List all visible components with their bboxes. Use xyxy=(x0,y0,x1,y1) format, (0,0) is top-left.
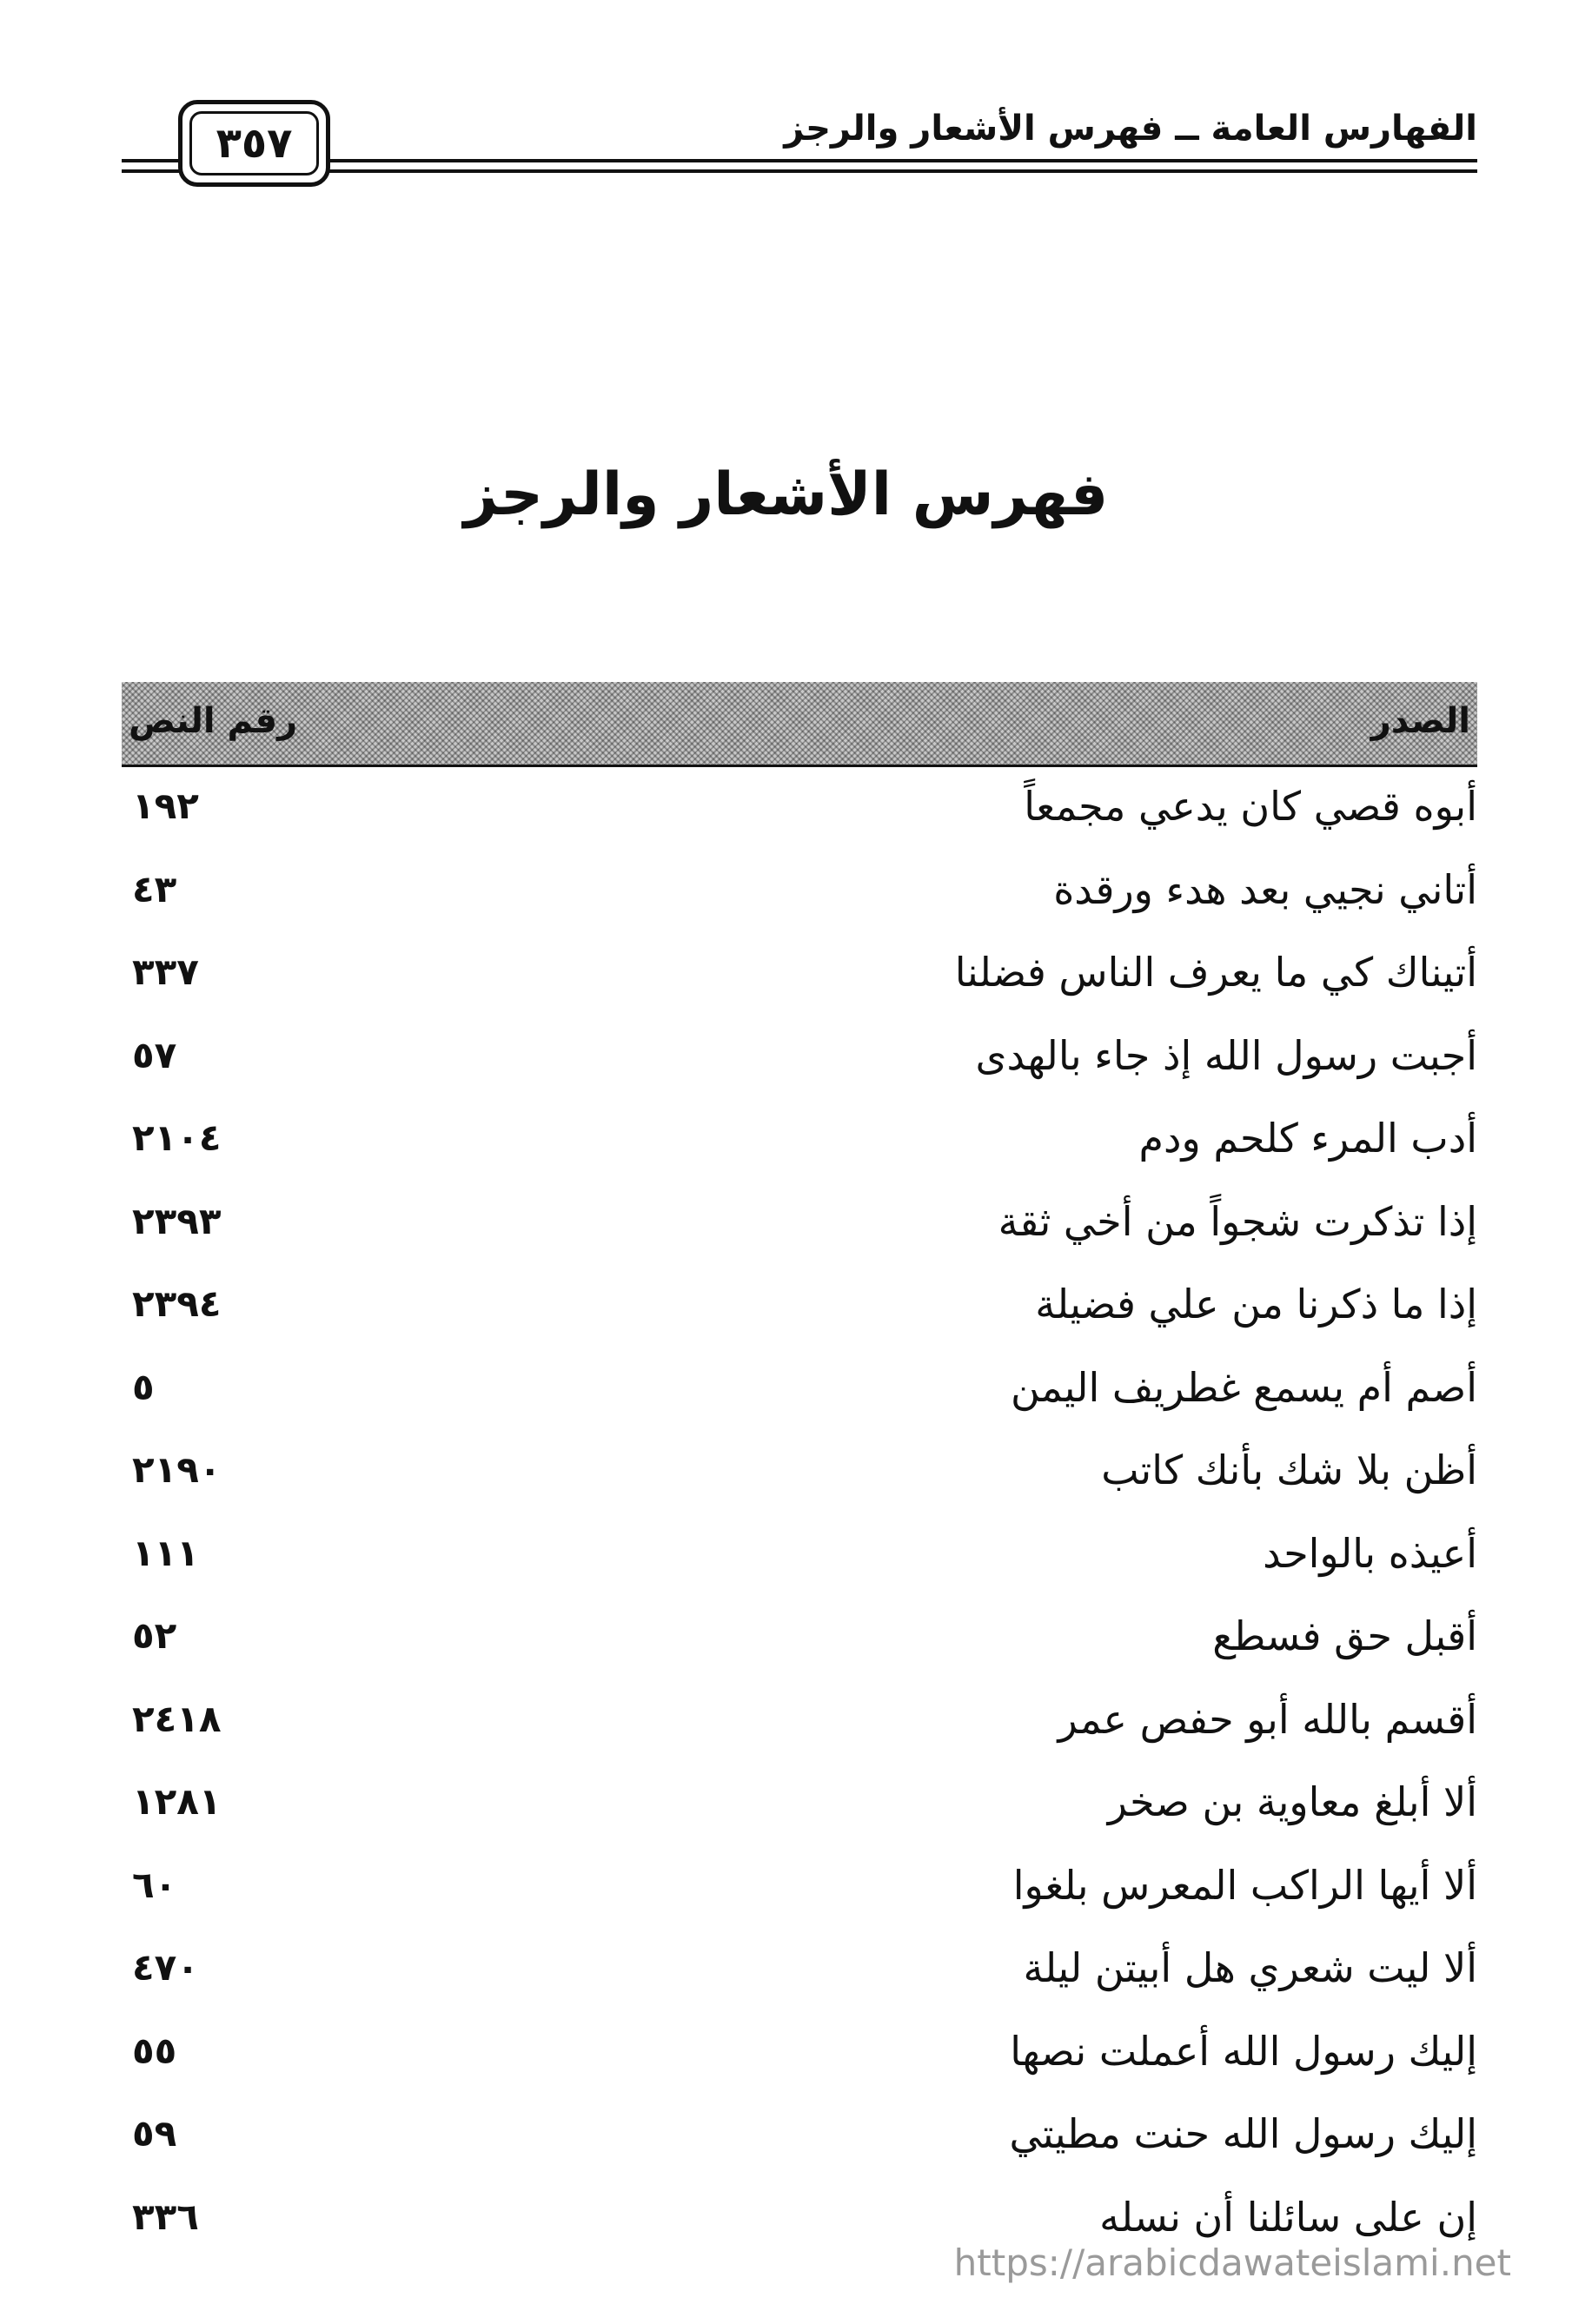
table-row xyxy=(122,1514,1477,1598)
watermark-url: https://arabicdawateislami.net xyxy=(953,2241,1511,2284)
table-row xyxy=(122,1099,1477,1182)
header-rule-bottom xyxy=(322,169,1477,173)
running-title: الفهارس العامة ــ فهرس الأشعار والرجز xyxy=(784,109,1477,149)
table-row xyxy=(122,1431,1477,1514)
row-number: ٣٣٦ xyxy=(132,2195,199,2238)
page-title: فهرس الأشعار والرجز xyxy=(463,460,1109,529)
row-number: ٤٧٠ xyxy=(132,1946,199,1989)
running-header xyxy=(122,91,1477,204)
page-number: ٣٥٧ xyxy=(189,111,319,175)
table-row xyxy=(122,1182,1477,1266)
column-header-number: رقم النص xyxy=(129,701,298,741)
row-number: ٢٣٩٤ xyxy=(132,1282,222,1325)
table-row xyxy=(122,1763,1477,1846)
row-source: أبوه قصي كان يدعي مجمعاً xyxy=(1024,783,1477,830)
table-row xyxy=(122,933,1477,1016)
row-source: أعيذه بالواحد xyxy=(1263,1529,1477,1577)
row-source: أدب المرء كلحم ودم xyxy=(1138,1115,1477,1162)
row-source: ألا أيها الراكب المعرس بلغوا xyxy=(1012,1861,1477,1909)
row-source: إليك رسول الله أعملت نصها xyxy=(1010,2027,1477,2075)
row-number: ٢٤١٨ xyxy=(132,1697,222,1740)
table-row xyxy=(122,1016,1477,1100)
row-source: إذا ما ذكرنا من علي فضيلة xyxy=(1035,1281,1477,1328)
row-number: ٢٣٩٣ xyxy=(132,1199,222,1242)
page-number-frame xyxy=(178,100,330,187)
poetry-index-table xyxy=(122,682,1477,2261)
row-source: إليك رسول الله حنت مطيتي xyxy=(1009,2110,1477,2157)
row-number: ٥ xyxy=(132,1365,155,1408)
table-row xyxy=(122,1348,1477,1432)
row-source: ألا ليت شعري هل أبيتن ليلة xyxy=(1023,1944,1477,1991)
table-row xyxy=(122,851,1477,934)
row-source: إذا تذكرت شجواً من أخي ثقة xyxy=(998,1197,1477,1245)
row-source: أتاني نجيي بعد هدء ورقدة xyxy=(1053,865,1477,913)
row-source: أقبل حق فسطع xyxy=(1212,1612,1477,1659)
row-source: أقسم بالله أبو حفص عمر xyxy=(1058,1695,1477,1743)
row-source: إن على سائلنا أن نسله xyxy=(1099,2193,1477,2241)
table-row xyxy=(122,2012,1477,2096)
row-number: ٤٣ xyxy=(132,867,177,910)
row-source: أتيناك كي ما يعرف الناس فضلنا xyxy=(954,949,1477,996)
row-number: ٥٥ xyxy=(132,2029,177,2072)
table-row xyxy=(122,1680,1477,1764)
header-rule-top xyxy=(322,159,1477,162)
row-number: ٥٢ xyxy=(132,1614,177,1657)
row-number: ٦٠ xyxy=(132,1863,177,1906)
column-header-source: الصدر xyxy=(1370,701,1470,741)
row-number: ١١١ xyxy=(132,1531,199,1574)
table-body xyxy=(122,767,1477,2261)
row-source: أظن بلا شك بأنك كاتب xyxy=(1101,1447,1477,1493)
row-number: ٢١٩٠ xyxy=(132,1448,222,1491)
table-row xyxy=(122,1929,1477,2012)
row-number: ٢١٠٤ xyxy=(132,1116,222,1159)
row-number: ٥٩ xyxy=(132,2112,177,2155)
table-row xyxy=(122,767,1477,851)
header-rule-left-bottom xyxy=(122,169,182,173)
table-row xyxy=(122,1846,1477,1930)
row-number: ١٩٢ xyxy=(132,785,199,827)
header-rule-left-top xyxy=(122,159,182,162)
row-source: ألا أبلغ معاوية بن صخر xyxy=(1107,1778,1477,1825)
row-number: ٣٣٧ xyxy=(132,950,199,993)
row-source: أجبت رسول الله إذ جاء بالهدى xyxy=(975,1031,1477,1079)
row-source: أصم أم يسمع غطريف اليمن xyxy=(1011,1363,1477,1411)
table-row xyxy=(122,2095,1477,2178)
table-row xyxy=(122,1265,1477,1348)
row-number: ١٢٨١ xyxy=(132,1780,222,1823)
table-header xyxy=(122,682,1477,767)
table-row xyxy=(122,1597,1477,1680)
row-number: ٥٧ xyxy=(132,1033,177,1076)
